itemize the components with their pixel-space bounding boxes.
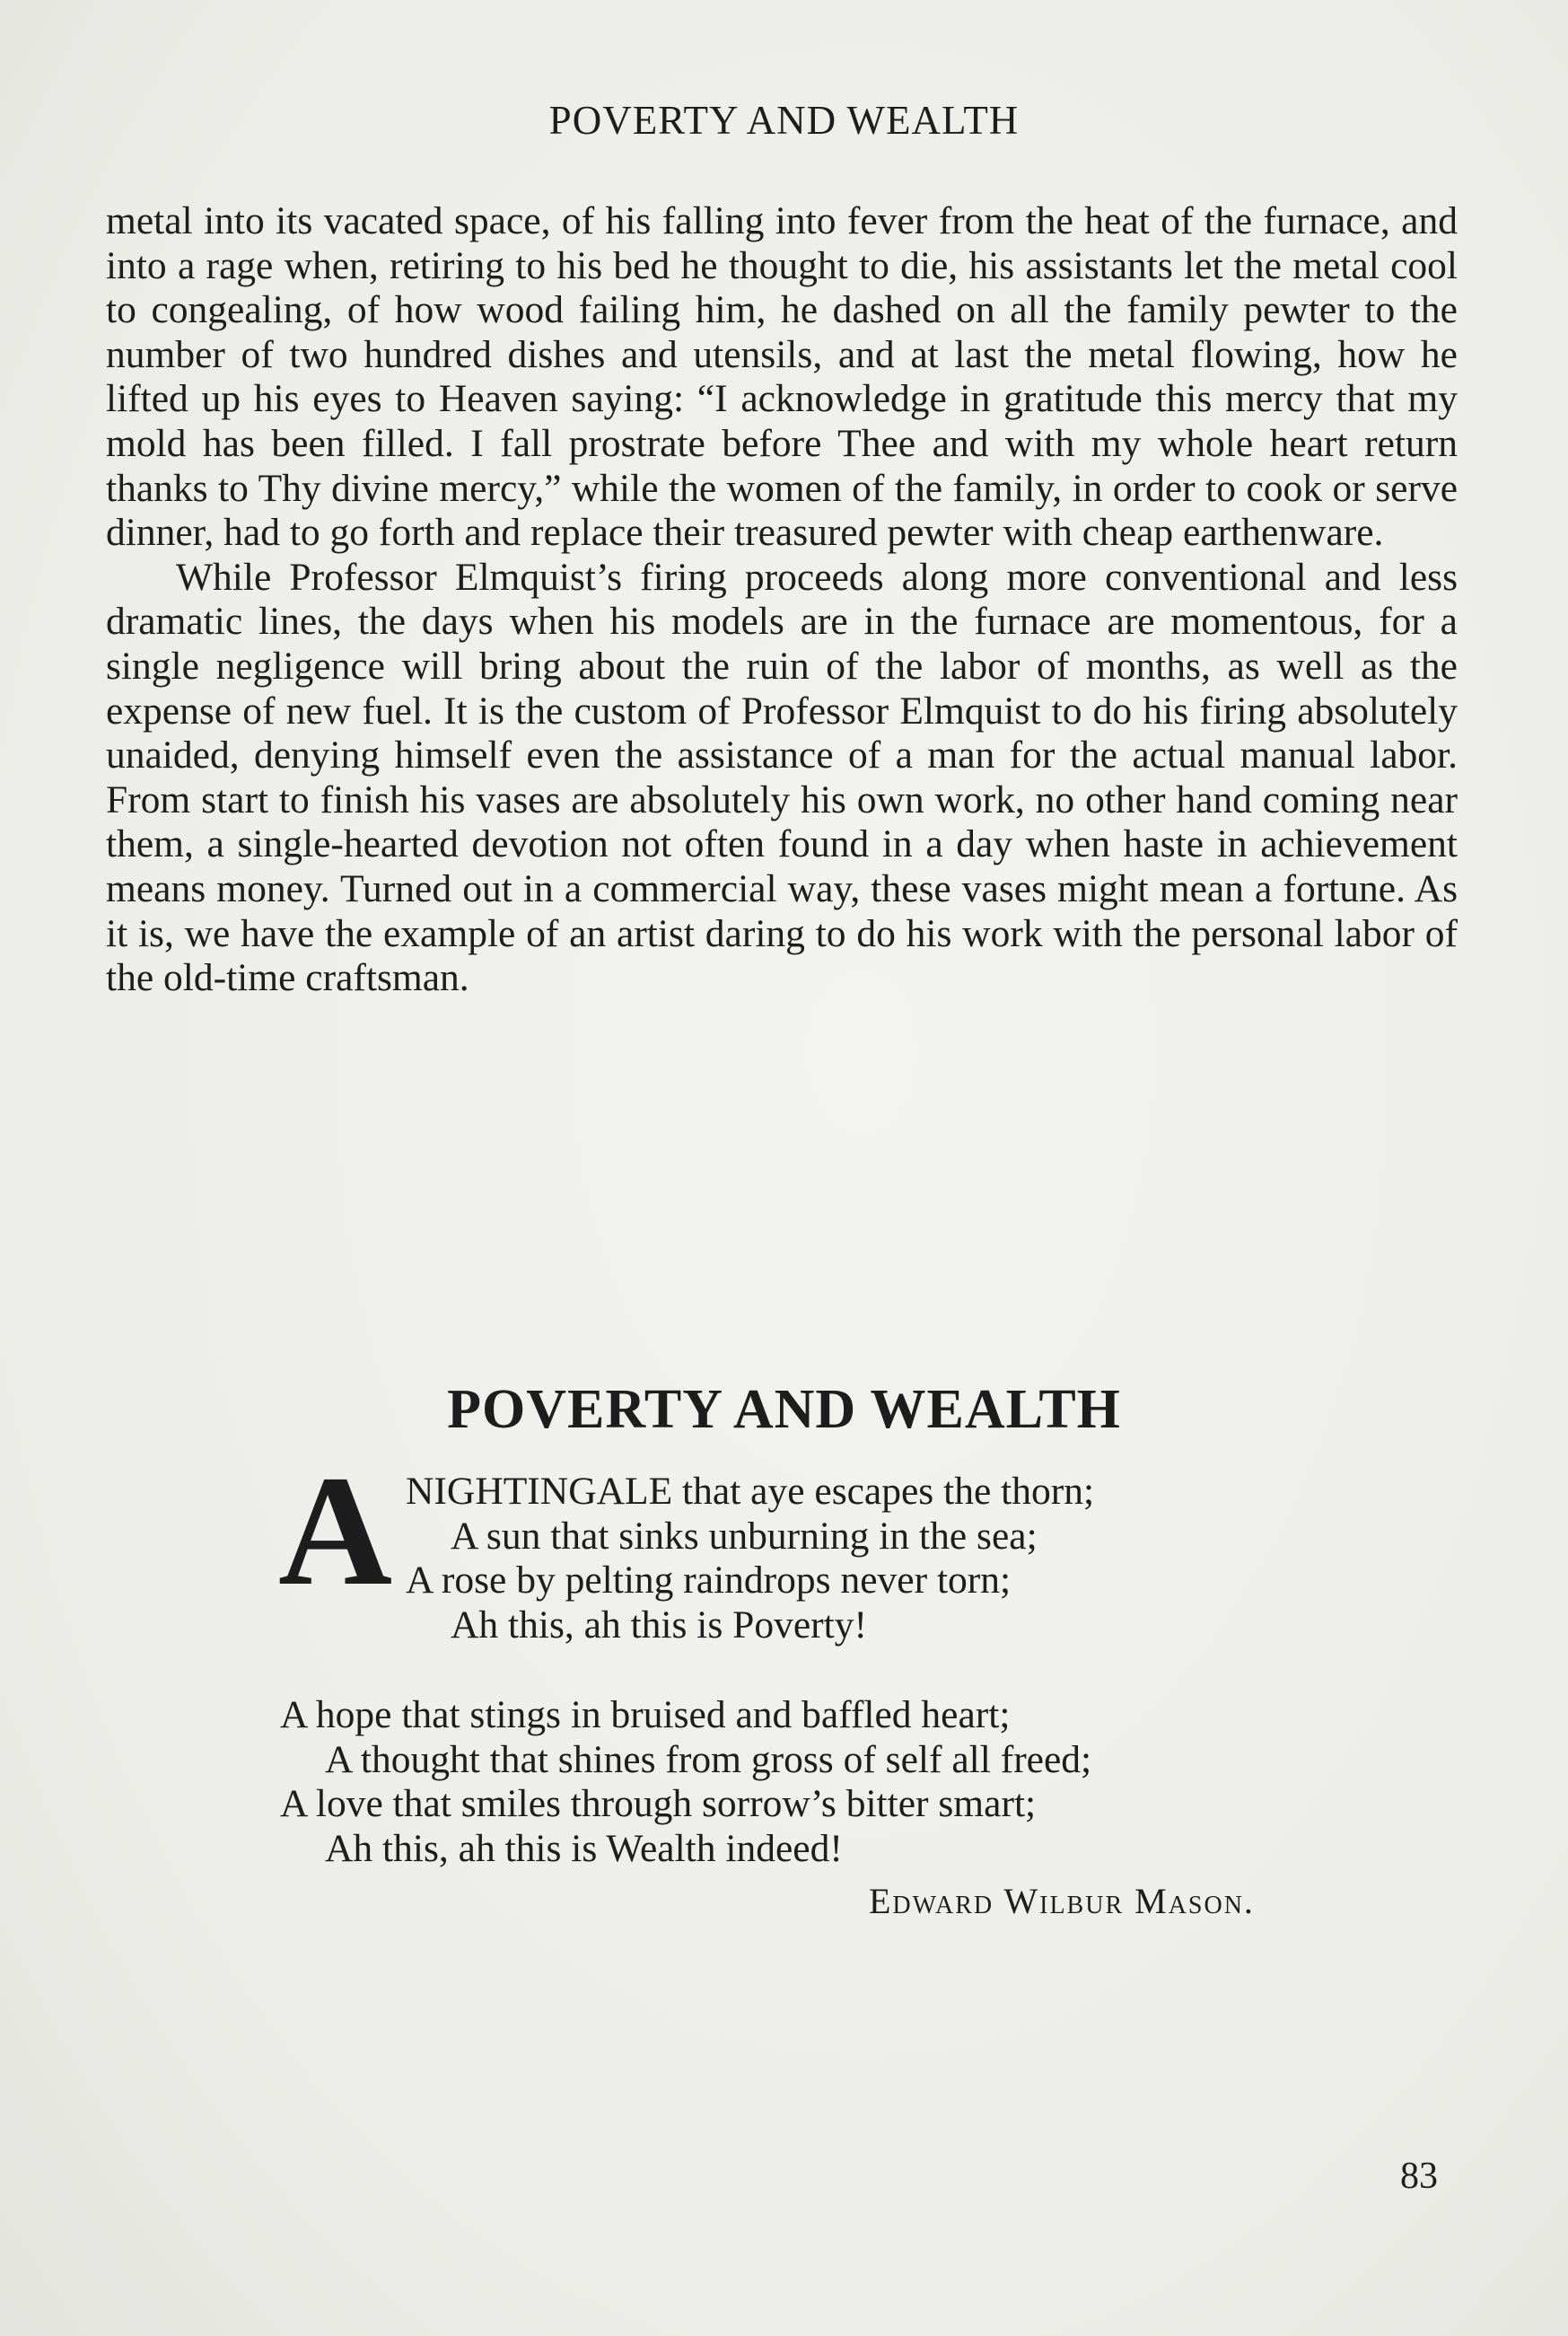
poem-title: POVERTY AND WEALTH [447, 1379, 1121, 1440]
page-number: 83 [1400, 2156, 1438, 2197]
poem-line: NIGHTINGALE that aye escapes the thorn; [406, 1470, 1095, 1513]
paragraph: While Professor Elmquist’s firing proceeds along more conventional and less dramatic lines, the days when his models are in the furnace are momentous, for a single negligence will bring about the ruin of the labor of months, as well as the expense of new fuel. It is the custom of Professor Elmquist to do his firing absolutely unaided, denying himself even the assistance of a man for the actual manual labor. From start to finish his vases are absolutely his own work, no other hand coming near them, a single-hearted devotion not often found in a day when haste in achievement means money. Turned out in a commercial way, these vases might mean a fortune. As it is, we have the example of an artist daring to do his work with the personal labor of the old-time craftsman. [106, 555, 1458, 1000]
poem-line: A love that smiles through sorrow’s bitter smart; [280, 1782, 1037, 1825]
poem-line: A hope that stings in bruised and baffled heart; [280, 1693, 1011, 1736]
poem-line: Ah this, ah this is Wealth indeed! [325, 1826, 843, 1870]
poem-line: A sun that sinks unburning in the sea; [451, 1514, 1038, 1558]
poem-line: Ah this, ah this is Poverty! [451, 1603, 867, 1647]
article-text [106, 199, 1458, 1001]
poem-stanza-2 [280, 1693, 1447, 1871]
running-head: POVERTY AND WEALTH [548, 98, 1020, 143]
poem-line: A thought that shines from gross of self all freed; [325, 1737, 1092, 1781]
drop-cap: A [278, 1444, 393, 1619]
poem-stanza-1 [280, 1470, 1447, 1647]
poem-author: Edward Wilbur Mason. [869, 1881, 1255, 1921]
paragraph: metal into its vacated space, of his falling into fever from the heat of the furnace, and into a rage when, retiring to his bed he thought to die, his assistants let the metal cool to congealing, of how wood failing him, he dashed on all the family pewter to the number of two hundred dishes and utensils, and at last the metal flowing, how he lifted up his eyes to Heaven saying: “I acknowledge in gratitude this mercy that my mold has been filled. I fall prostrate before Thee and with my whole heart return thanks to Thy divine mercy,” while the women of the family, in order to cook or serve dinner, had to go forth and replace their treasured pewter with cheap earthenware. [106, 199, 1458, 555]
poem-line: A rose by pelting raindrops never torn; [406, 1559, 1012, 1602]
